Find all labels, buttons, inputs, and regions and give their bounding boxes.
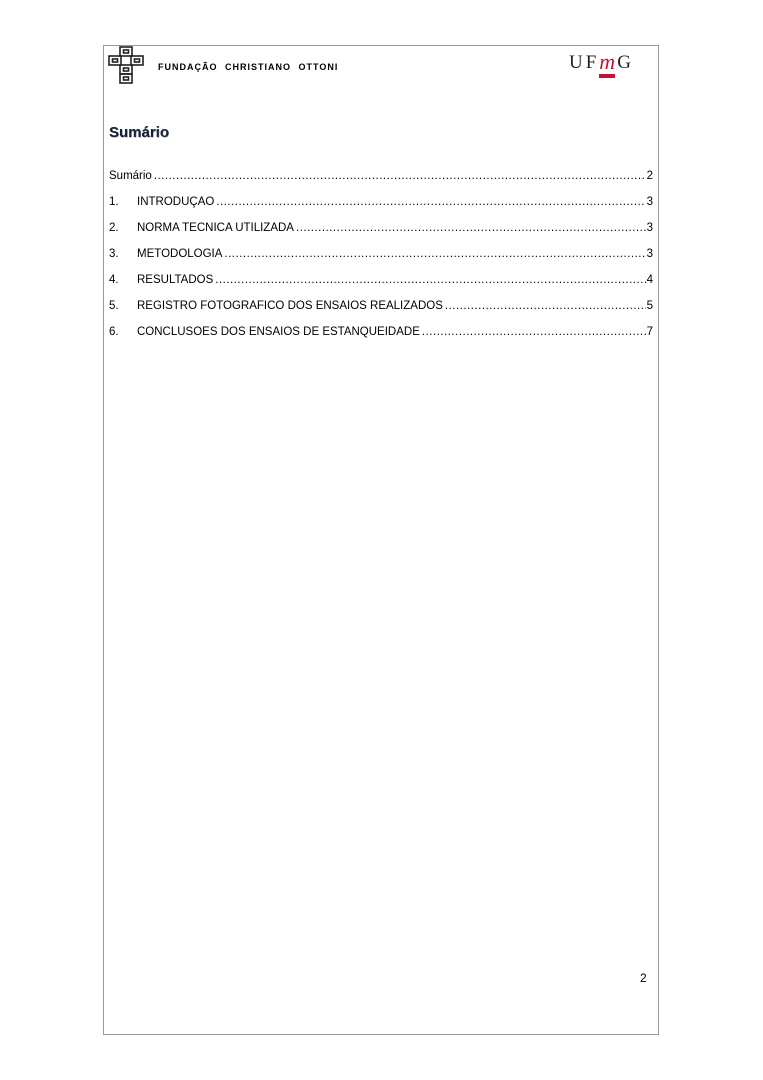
- toc-entry-page: 5: [646, 300, 653, 312]
- toc-entry-number: 1.: [109, 196, 119, 208]
- toc-entry-text: METODOLOGIA: [137, 248, 223, 260]
- foundation-name: FUNDAÇÃO CHRISTIANO OTTONI: [158, 62, 339, 72]
- toc-dot-leader: [445, 300, 646, 312]
- toc-entry-page: 3: [646, 248, 653, 260]
- toc-entry-page: 4: [646, 274, 653, 286]
- page-header: [108, 46, 656, 86]
- toc-entry-number: 5.: [109, 300, 119, 312]
- ufmg-logo-left: UF: [569, 52, 600, 73]
- toc-entry-page: 3: [646, 222, 653, 234]
- ufmg-logo-underline: [599, 74, 615, 78]
- toc-dot-leader: [215, 274, 645, 286]
- toc-entry-text: NORMA TÉCNICA UTILIZADA: [137, 222, 294, 234]
- toc-dot-leader: [154, 170, 646, 182]
- toc-entry-number: 3.: [109, 248, 119, 260]
- toc-entry[interactable]: [109, 248, 653, 274]
- toc-entry-page: 7: [646, 326, 653, 338]
- ufmg-logo-right: G: [617, 52, 634, 73]
- toc-dot-leader: [224, 248, 645, 260]
- toc-dot-leader: [296, 222, 646, 234]
- ufmg-logo: [569, 49, 634, 82]
- toc-entry-number: 6.: [109, 326, 119, 338]
- toc-entry[interactable]: [109, 196, 653, 222]
- toc-entry-text: CONCLUSÕES DOS ENSAIOS DE ESTANQUEIDADE: [137, 326, 420, 338]
- toc-title: Sumário: [109, 124, 170, 141]
- toc-entry-text: REGISTRO FOTOGRÁFICO DOS ENSAIOS REALIZADOS: [137, 300, 443, 312]
- toc-entry-text: RESULTADOS: [137, 274, 214, 286]
- fco-cross-logo-icon: [108, 46, 144, 84]
- toc-dot-leader: [422, 326, 646, 338]
- toc-entry-page: 3: [646, 196, 653, 208]
- toc-entry[interactable]: [109, 300, 653, 326]
- table-of-contents: [109, 170, 653, 352]
- toc-entry[interactable]: [109, 326, 653, 352]
- toc-entry-text: Sumário: [109, 170, 152, 182]
- toc-dot-leader: [216, 196, 645, 208]
- ufmg-logo-m-letter: m: [599, 49, 616, 74]
- toc-entry-number: 2.: [109, 222, 119, 234]
- toc-entry-page: 2: [646, 170, 653, 182]
- toc-entry[interactable]: [109, 274, 653, 300]
- toc-entry[interactable]: [109, 170, 653, 196]
- toc-entry-number: 4.: [109, 274, 119, 286]
- page-number: 2: [640, 971, 647, 985]
- ufmg-logo-m: [599, 49, 615, 75]
- toc-entry[interactable]: [109, 222, 653, 248]
- toc-entry-text: INTRODUÇÃO: [137, 196, 215, 208]
